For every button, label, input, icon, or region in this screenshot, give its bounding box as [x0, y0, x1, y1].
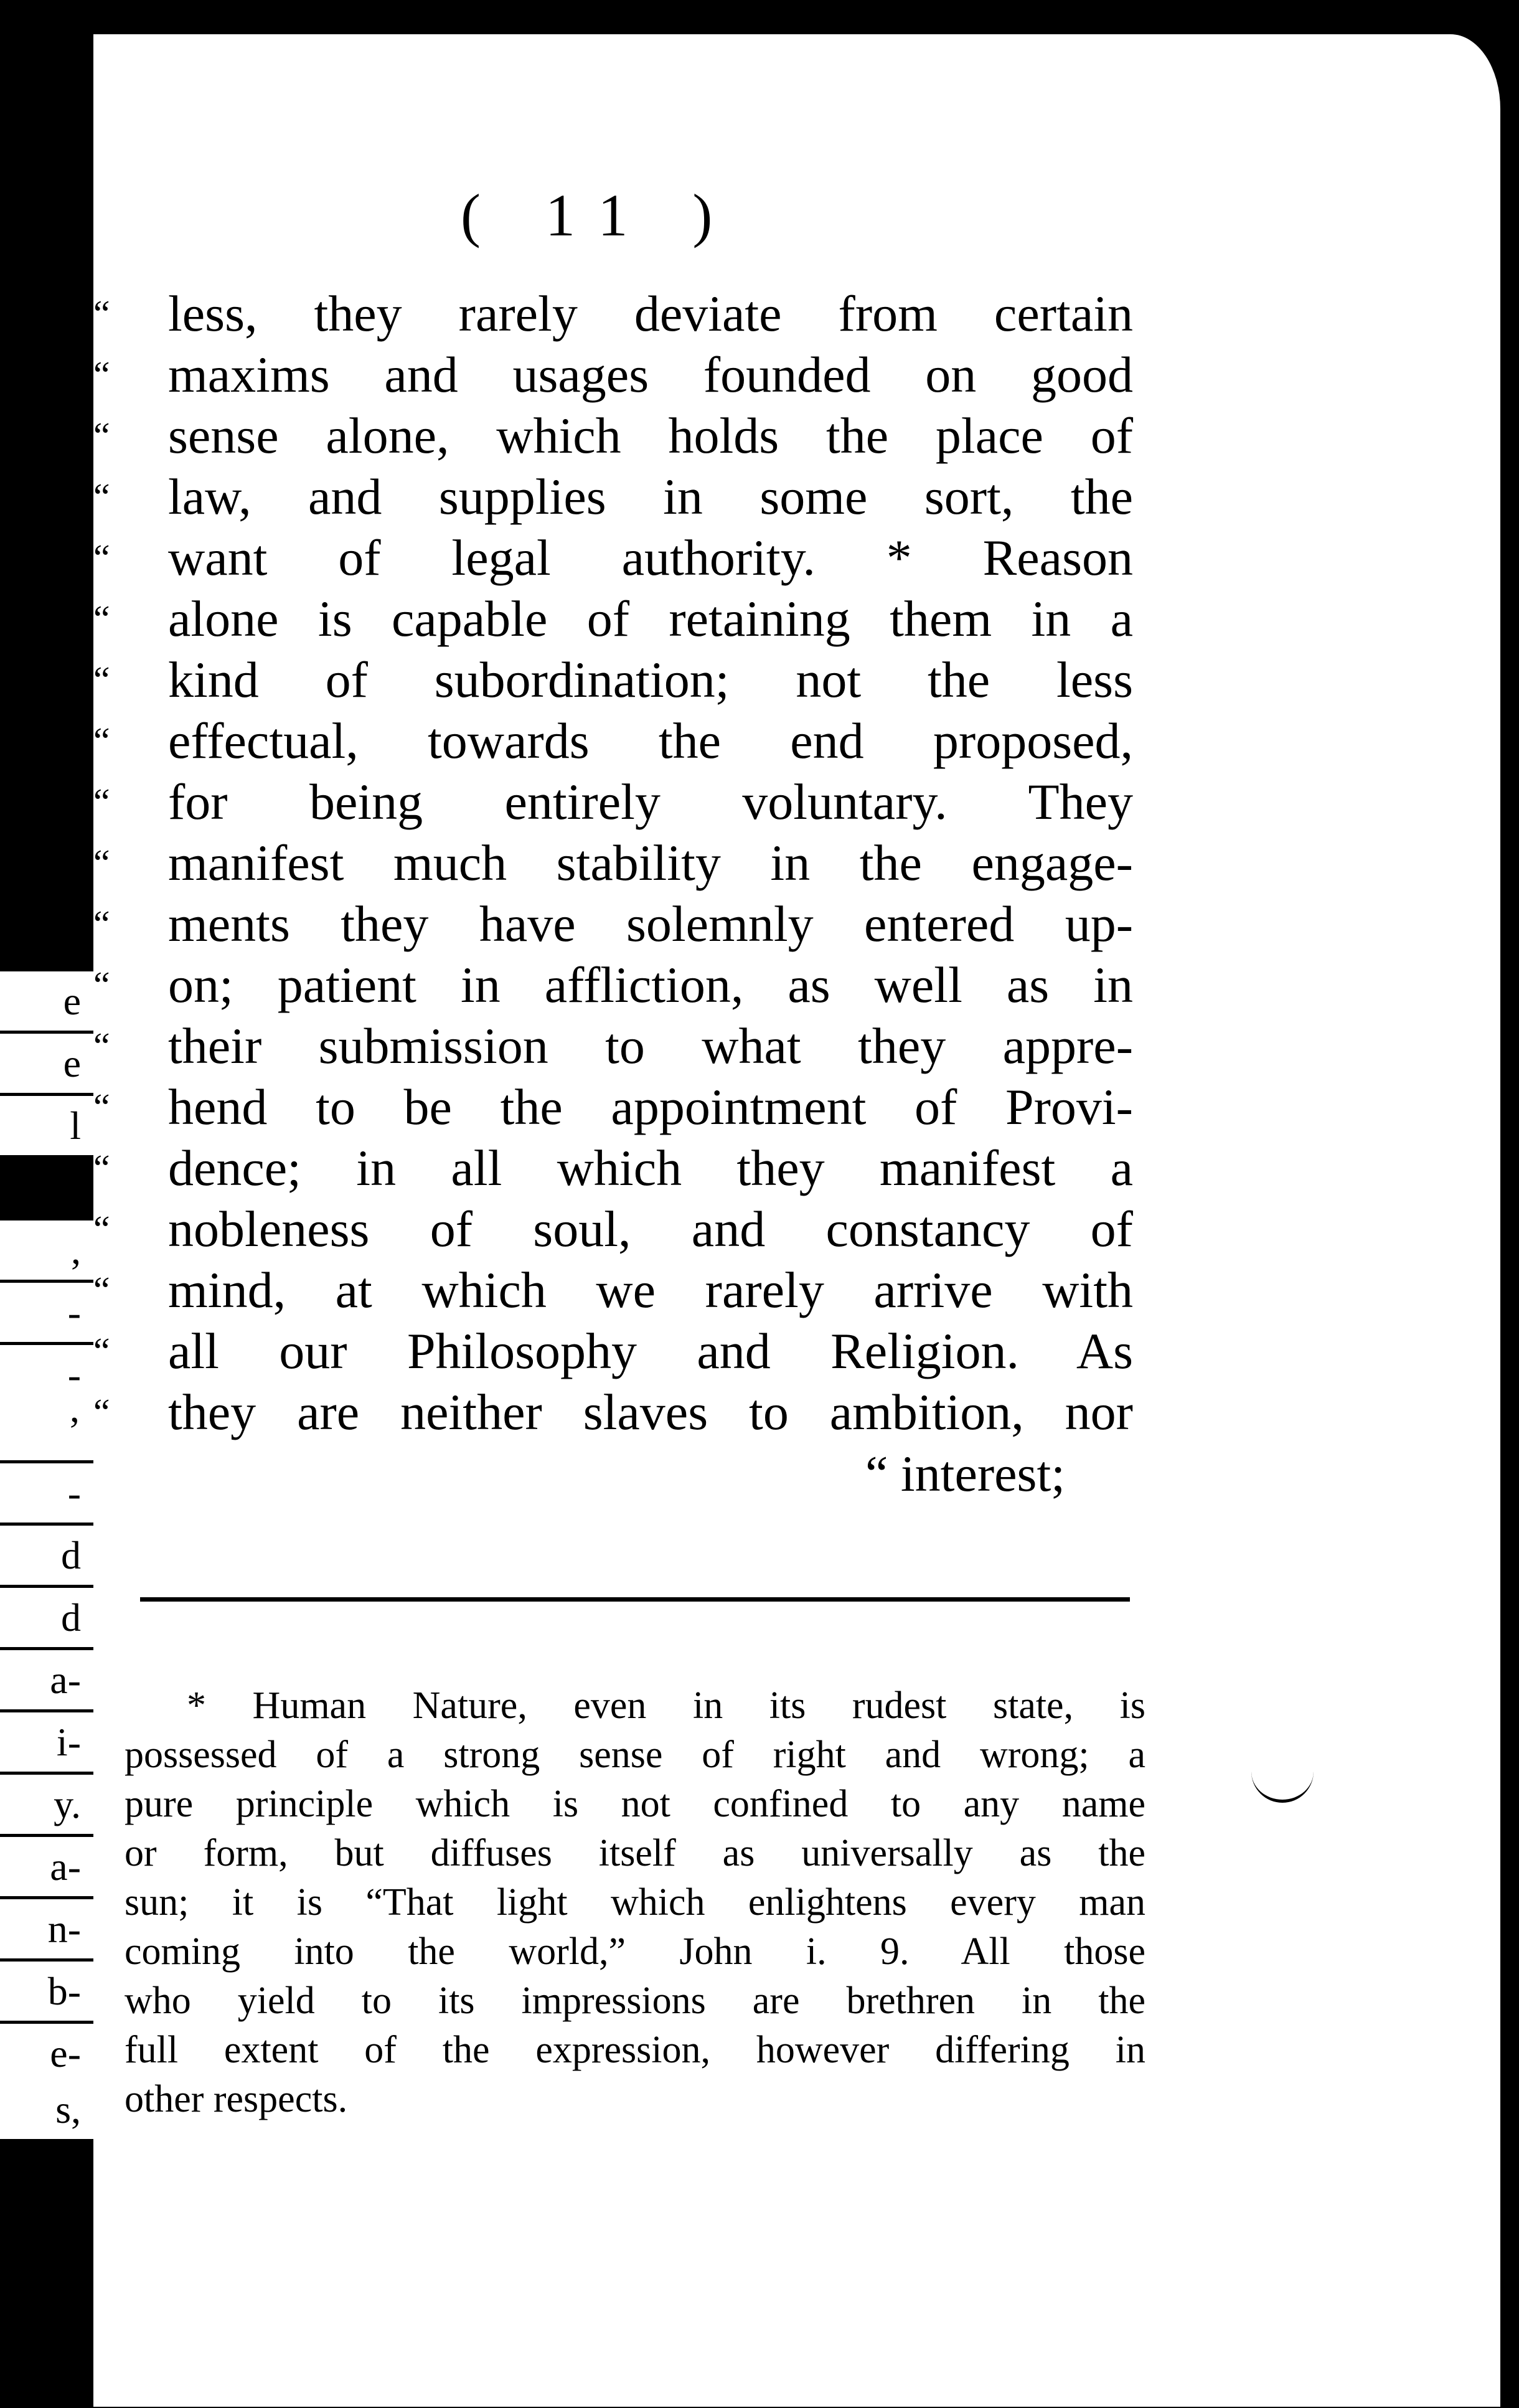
- quote-mark: “: [93, 1270, 110, 1311]
- footnote-line: full extent of the expression, however differing in: [125, 2029, 1145, 2071]
- line-text: mind, at which we rarely arrive with: [168, 1262, 1133, 1318]
- line-text: alone is capable of retaining them in a: [168, 590, 1133, 647]
- edge-fragment: a-: [0, 1650, 93, 1709]
- edge-fragment: d: [0, 1526, 93, 1585]
- line-text: on; patient in affliction, as well as in: [168, 956, 1133, 1013]
- edge-fragment: e: [0, 971, 93, 1031]
- footnote-line: possessed of a strong sense of right and wrong; a: [125, 1734, 1145, 1776]
- line-text: hend to be the appointment of Provi-: [168, 1079, 1133, 1135]
- edge-fragment: -: [0, 1345, 93, 1404]
- text-line: [93, 588, 1139, 649]
- line-text: dence; in all which they manifest a: [168, 1140, 1133, 1196]
- text-line: [93, 1138, 1139, 1199]
- text-line: [93, 405, 1139, 466]
- footnote-line: * Human Nature, even in its rudest state, is: [187, 1684, 1145, 1727]
- quote-mark: “: [93, 354, 110, 395]
- edge-fragment: e-: [0, 2024, 93, 2083]
- footnote-line: pure principle which is not confined to any name: [125, 1783, 1145, 1825]
- text-line: [93, 1077, 1139, 1138]
- text-line: [93, 283, 1139, 344]
- text-line: [93, 955, 1139, 1016]
- quote-mark: “: [93, 537, 110, 578]
- quote-mark: “: [93, 1331, 110, 1372]
- quote-mark: “: [93, 1026, 110, 1067]
- text-line: [93, 1260, 1139, 1321]
- line-text: sense alone, which holds the place of: [168, 407, 1133, 464]
- line-text: kind of subordination; not the less: [168, 651, 1133, 708]
- line-text: law, and supplies in some sort, the: [168, 468, 1133, 525]
- line-text: less, they rarely deviate from certain: [168, 285, 1133, 342]
- edge-fragment: ’: [0, 1401, 93, 1460]
- edge-fragment: b-: [0, 1962, 93, 2021]
- text-line: [93, 1382, 1139, 1443]
- text-line: [93, 344, 1139, 405]
- line-text: they are neither slaves to ambition, nor: [168, 1384, 1133, 1440]
- quote-mark: “: [93, 904, 110, 945]
- page-right-shadow: [1500, 0, 1519, 2408]
- catchword: “ interest;: [865, 1445, 1066, 1502]
- edge-fragment: i-: [0, 1712, 93, 1772]
- text-line: [93, 466, 1139, 527]
- edge-fragment: -: [0, 1463, 93, 1523]
- edge-fragment: n-: [0, 1899, 93, 1958]
- edge-fragment: -: [0, 1283, 93, 1342]
- text-line: [93, 649, 1139, 711]
- text-line: [93, 1016, 1139, 1077]
- quote-mark: “: [93, 781, 110, 823]
- footnote-line: other respects.: [125, 2078, 348, 2120]
- quote-mark: “: [93, 293, 110, 334]
- page-number: ( 11 ): [461, 182, 738, 248]
- edge-fragment: a-: [0, 1837, 93, 1896]
- line-text: effectual, towards the end proposed,: [168, 712, 1133, 769]
- quote-mark: “: [93, 415, 110, 456]
- quote-mark: “: [93, 598, 110, 640]
- line-text: all our Philosophy and Religion. As: [168, 1323, 1133, 1379]
- footnote-line: who yield to its impressions are brethren in the: [125, 1980, 1145, 2022]
- line-text: for being entirely voluntary. They: [168, 773, 1133, 830]
- quote-mark: “: [93, 843, 110, 884]
- line-text: manifest much stability in the engage-: [168, 834, 1133, 891]
- line-text: nobleness of soul, and constancy of: [168, 1201, 1133, 1257]
- footnote-line: or form, but diffuses itself as universally as the: [125, 1832, 1145, 1874]
- line-text: want of legal authority. * Reason: [168, 529, 1133, 586]
- edge-fragment: d: [0, 1588, 93, 1647]
- line-text: their submission to what they appre-: [168, 1017, 1133, 1074]
- edge-fragment: e: [0, 1034, 93, 1093]
- edge-fragment: s,: [0, 2080, 93, 2139]
- footnote-line: coming into the world,” John i. 9. All those: [125, 1930, 1145, 1973]
- footnote-rule: [140, 1597, 1130, 1602]
- text-line: [93, 1199, 1139, 1260]
- edge-fragment: y.: [0, 1775, 93, 1834]
- quote-mark: “: [93, 1209, 110, 1250]
- text-line: [93, 1321, 1139, 1382]
- quote-mark: “: [93, 965, 110, 1006]
- text-line: [93, 772, 1139, 833]
- edge-fragment: ,: [0, 1221, 93, 1280]
- text-line: [93, 527, 1139, 588]
- line-text: maxims and usages founded on good: [168, 346, 1133, 403]
- text-line: [93, 833, 1139, 894]
- quote-mark: “: [93, 1148, 110, 1189]
- line-text: ments they have solemnly entered up-: [168, 895, 1133, 952]
- quote-mark: “: [93, 659, 110, 701]
- quote-mark: “: [93, 1392, 110, 1433]
- quote-mark: “: [93, 476, 110, 517]
- quote-mark: “: [93, 720, 110, 762]
- text-line: [93, 711, 1139, 772]
- footnote-line: sun; it is “That light which enlightens every man: [125, 1881, 1145, 1924]
- quote-mark: “: [93, 1087, 110, 1128]
- edge-fragment: l: [0, 1096, 93, 1155]
- text-line: [93, 894, 1139, 955]
